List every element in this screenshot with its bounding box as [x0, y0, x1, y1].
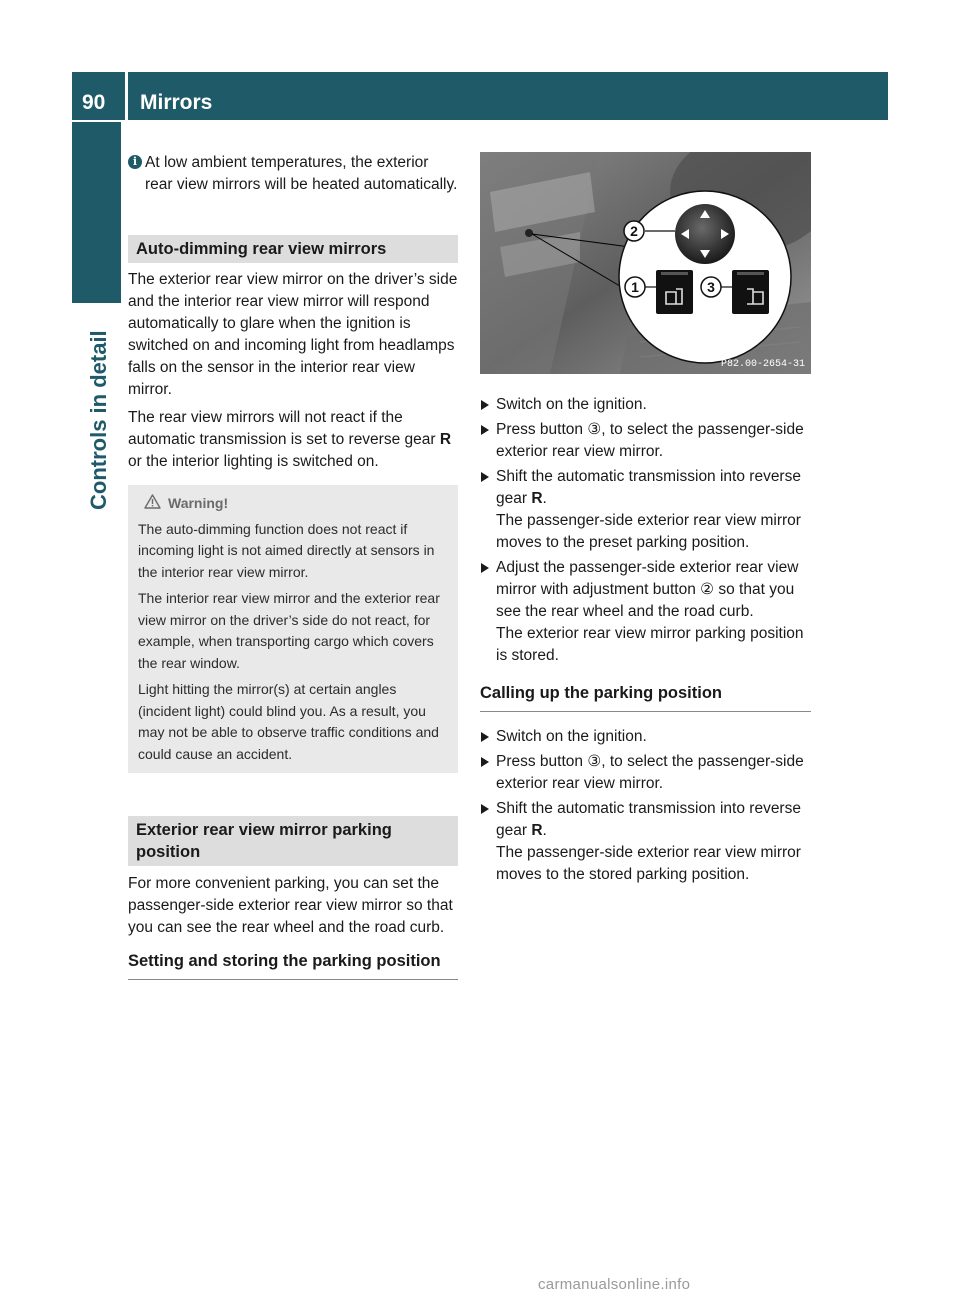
step-result: The passenger-side exterior rear view mirror moves to the preset parking position. — [496, 512, 801, 551]
figure-code: P82.00-2654-31 — [720, 359, 805, 370]
auto-dimming-heading: Auto-dimming rear view mirrors — [128, 235, 458, 263]
step-arrow-icon — [481, 400, 489, 410]
figure-illustration — [480, 152, 811, 374]
callout-1: 1 — [631, 279, 639, 295]
warning-title — [138, 493, 450, 515]
right-column — [480, 152, 811, 889]
list-item — [480, 798, 811, 886]
callout-3: 3 — [707, 279, 715, 295]
step-arrow-icon — [481, 804, 489, 814]
step-arrow-icon — [481, 563, 489, 573]
step-arrow-icon — [481, 757, 489, 767]
warning-p2: The interior rear view mirror and the exterior rear view mirror on the driver’s side do not react, for example, when transporting cargo which covers the rear window. — [138, 590, 440, 671]
parking-heading: Exterior rear view mirror parking position — [128, 816, 458, 866]
auto-dimming-para-1: The exterior rear view mirror on the driver’s side and the interior rear view mirror will respond automatically to glare when the ignition is switched on and incoming light from headlamps falls on the sensor in the interior rear view mirror. — [128, 271, 458, 398]
list-item — [480, 394, 811, 416]
warning-p3: Light hitting the mirror(s) at certain angles (incident light) could blind you. As a result, you may not be able to observe traffic conditions and could cause an accident. — [138, 681, 439, 762]
calling-subheading: Calling up the parking position — [480, 682, 811, 712]
setting-subheading: Setting and storing the parking position — [128, 950, 458, 980]
step-text: Press button ③, to select the passenger-side exterior rear view mirror. — [496, 421, 804, 460]
mirror-controls-figure — [480, 152, 811, 374]
step-arrow-icon — [481, 425, 489, 435]
step-result: The passenger-side exterior rear view mirror moves to the stored parking position. — [496, 844, 801, 883]
para-text: The rear view mirrors will not react if the automatic transmission is set to reverse gear — [128, 409, 440, 448]
warning-p1: The auto-dimming function does not react if incoming light is not aimed directly at sensors in the interior rear view mirror. — [138, 520, 435, 580]
step-arrow-icon — [481, 472, 489, 482]
auto-dimming-para-2 — [128, 407, 458, 473]
list-item — [480, 751, 811, 795]
warning-triangle-icon — [144, 494, 161, 509]
warning-box — [128, 485, 458, 773]
info-note-text: At low ambient temperatures, the exterior rear view mirrors will be heated automatically. — [145, 154, 458, 193]
page-header — [72, 72, 888, 120]
list-item — [480, 419, 811, 463]
calling-steps — [480, 726, 811, 886]
list-item — [480, 466, 811, 554]
step-text: Switch on the ignition. — [496, 396, 647, 413]
step-text: Adjust the passenger-side exterior rear view mirror with adjustment button ② so that you see the rear wheel and the road curb. — [496, 559, 799, 620]
left-column — [128, 152, 458, 980]
step-text: Press button ③, to select the passenger-side exterior rear view mirror. — [496, 753, 804, 792]
step-text: . — [542, 490, 547, 507]
warning-title-text: Warning! — [168, 495, 229, 511]
step-text: Switch on the ignition. — [496, 728, 647, 745]
gear-r: R — [439, 431, 452, 448]
callout-2: 2 — [630, 223, 638, 239]
step-text: Shift the automatic transmission into reverse gear — [496, 800, 801, 839]
step-text: Shift the automatic transmission into reverse gear — [496, 468, 801, 507]
header-divider — [125, 72, 128, 120]
gear-r: R — [531, 490, 543, 507]
side-tab — [72, 122, 121, 303]
info-note — [128, 152, 458, 196]
step-text: . — [542, 822, 547, 839]
gear-r: R — [531, 822, 543, 839]
info-icon: i — [128, 155, 142, 169]
page-title: Mirrors — [140, 91, 213, 114]
watermark[interactable]: carmanualsonline.info — [538, 1276, 691, 1293]
step-result: The exterior rear view mirror parking position is stored. — [496, 625, 804, 664]
parking-para: For more convenient parking, you can set the passenger-side exterior rear view mirror so that you can see the rear wheel and the road curb. — [128, 875, 453, 936]
list-item — [480, 557, 811, 667]
step-arrow-icon — [481, 732, 489, 742]
section-label: Controls in detail — [86, 330, 111, 510]
para-text: or the interior lighting is switched on. — [128, 453, 379, 470]
setting-steps — [480, 394, 811, 667]
list-item — [480, 726, 811, 748]
page-number: 90 — [82, 91, 106, 114]
